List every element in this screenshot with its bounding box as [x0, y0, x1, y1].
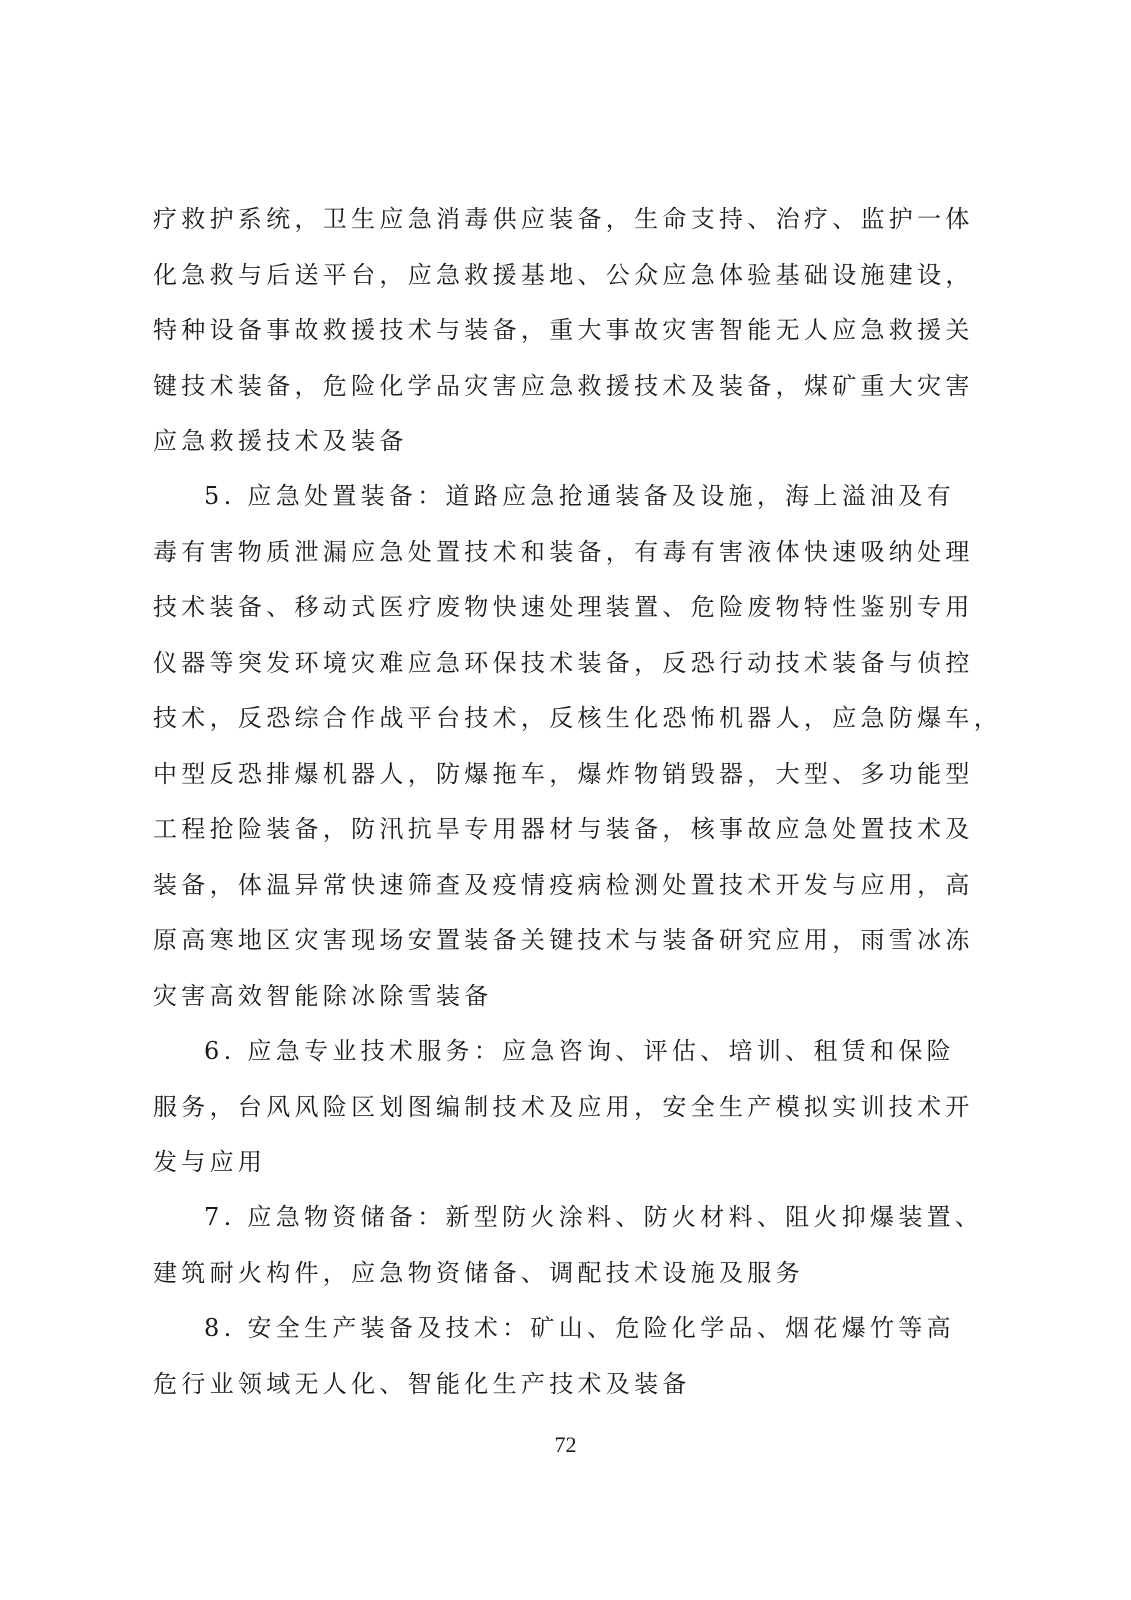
text-line: 中型反恐排爆机器人，防爆拖车，爆炸物销毁器，大型、多功能型: [153, 759, 974, 788]
page-number: 72: [554, 1432, 577, 1457]
text-line: 化急救与后送平台，应急救援基地、公众应急体验基础设施建设，: [153, 260, 974, 289]
text-line: 发与应用: [153, 1148, 267, 1176]
text-line: 毒有害物质泄漏应急处置技术和装备，有毒有害液体快速吸纳处理: [153, 537, 974, 566]
text-line: 疗救护系统，卫生应急消毒供应装备，生命支持、治疗、监护一体: [153, 205, 974, 233]
text-line: 特种设备事故救援技术与装备，重大事故灾害智能无人应急救援关: [153, 316, 974, 344]
paragraph-item-6: [153, 1024, 974, 1191]
text-line: 6. 应急专业技术服务：应急咨询、评估、培训、租赁和保险: [204, 1037, 955, 1065]
text-line: 仪器等突发环境灾难应急环保技术装备，反恐行动技术装备与侦控: [153, 648, 974, 677]
text-line: 工程抢险装备，防汛抗旱专用器材与装备，核事故应急处置技术及: [153, 815, 974, 843]
text-line: 技术，反恐综合作战平台技术，反核生化恐怖机器人，应急防爆车，: [153, 704, 1002, 732]
text-line: 应急救援技术及装备: [153, 427, 408, 455]
text-line: 5. 应急处置装备：道路应急抢通装备及设施，海上溢油及有: [204, 482, 955, 510]
text-line: 危行业领域无人化、智能化生产技术及装备: [153, 1369, 691, 1398]
text-line: 7. 应急物资储备：新型防火涂料、防火材料、阻火抑爆装置、: [204, 1203, 984, 1231]
text-line: 8. 安全生产装备及技术：矿山、危险化学品、烟花爆竹等高: [204, 1314, 955, 1342]
text-line: 灾害高效智能除冰除雪装备: [153, 981, 493, 1010]
paragraph-item-8: [153, 1301, 959, 1412]
text-line: 服务，台风风险区划图编制技术及应用，安全生产模拟实训技术开: [153, 1092, 974, 1121]
paragraph-continuation: [153, 192, 974, 470]
text-line: 技术装备、移动式医疗废物快速处理装置、危险废物特性鉴别专用: [153, 593, 974, 621]
paragraph-item-5: [153, 469, 1002, 1024]
text-line: 建筑耐火构件，应急物资储备、调配技术设施及服务: [153, 1258, 804, 1287]
text-line: 原高寒地区灾害现场安置装备关键技术与装备研究应用，雨雪冰冻: [153, 926, 974, 954]
text-line: 装备，体温异常快速筛查及疫情疫病检测处置技术开发与应用，高: [153, 870, 974, 899]
text-line: 键技术装备，危险化学品灾害应急救援技术及装备，煤矿重大灾害: [153, 371, 974, 400]
paragraph-item-7: [153, 1190, 984, 1301]
